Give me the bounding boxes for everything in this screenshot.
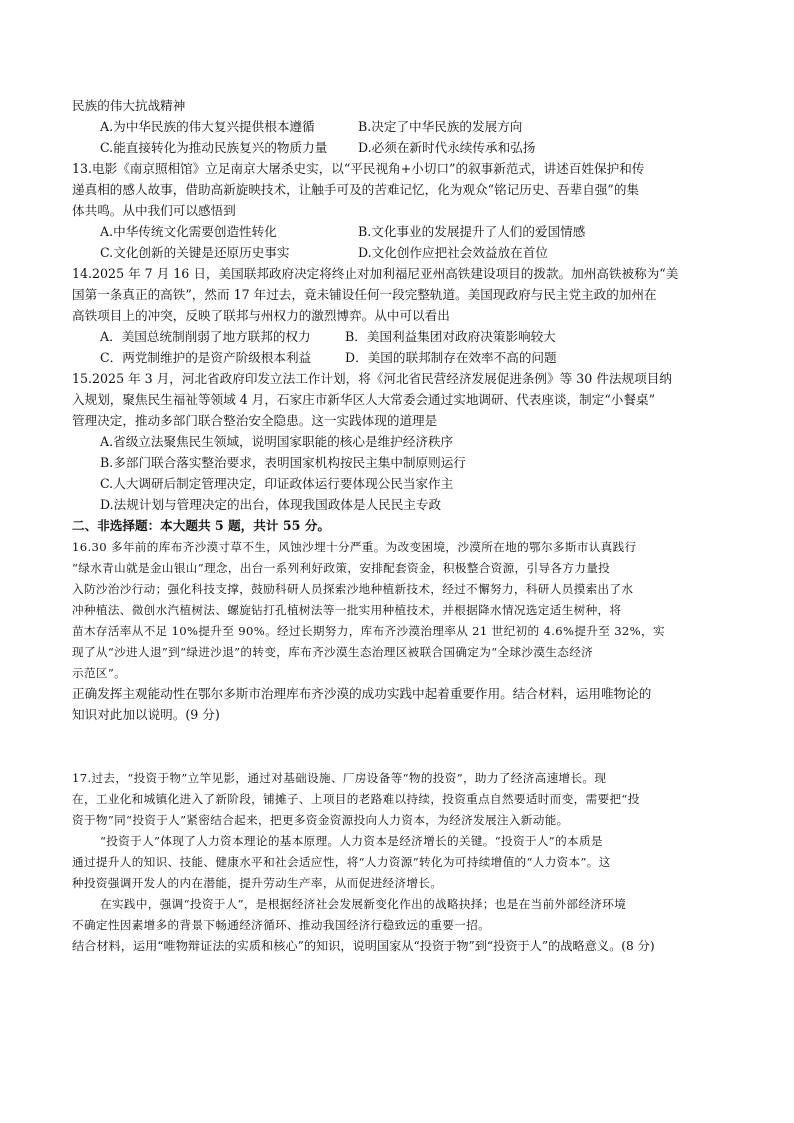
q17-material-line: 不确定性因素增多的背景下畅通经济循环、推动我国经济行稳致远的重要一招。: [72, 918, 491, 932]
q17-material-line: 种投资强调开发人的内在潜能，提升劳动生产率，从而促进经济增长。: [72, 876, 443, 890]
q13-option-b: B.文化事业的发展提升了人们的爱国情感: [358, 224, 586, 239]
q13-stem-line: 体共鸣。从中我们可以感悟到: [72, 203, 236, 218]
q16-material-line: 苗木存活率从不足 10%提升至 90%。经过长期努力，库布齐沙漠治理率从 21 世纪初的 4.6%提升至 32%，实: [72, 624, 665, 638]
q17-material-line: 在，工业化和城镇化进入了新阶段，铺摊子、上项目的老路难以持续，投资重点自然要适时而变，需要把“投: [72, 792, 640, 806]
q15-stem-line: 入规划，聚焦民生福祉等领域 4 月，石家庄市新华区人大常委会通过实地调研、代表座谈，制定“小餐桌”: [72, 392, 656, 407]
q16-material-line: 示范区”。: [72, 666, 127, 680]
q13-option-d: D.文化创作应把社会效益放在首位: [358, 245, 548, 260]
q14-option-b: B．美国利益集团对政府决策影响较大: [345, 329, 556, 344]
section-heading: 二、非选择题：本大题共 5 题，共计 55 分。: [72, 518, 330, 533]
q15-option-c: C.人大调研后制定管理决定，印证政体运行要体现公民当家作主: [100, 476, 454, 491]
q16-material-line: 16.30 多年前的库布齐沙漠寸草不生，风蚀沙埋十分严重。为改变困境，沙漠所在地的鄂尔多斯市认真践行: [72, 540, 637, 554]
q16-question-line: 正确发挥主观能动性在鄂尔多斯市治理库布齐沙漠的成功实践中起着重要作用。结合材料，运用唯物论的: [72, 686, 652, 701]
q14-option-d: D．美国的联邦制存在效率不高的问题: [345, 350, 557, 365]
q12-stem: 民族的伟大抗战精神: [72, 98, 186, 113]
q14-option-c: C．两党制维护的是资产阶级根本利益: [100, 350, 312, 365]
q15-stem-line: 15.2025 年 3 月，河北省政府印发立法工作计划，将《河北省民营经济发展促进条例》等 30 件法规项目纳: [72, 371, 672, 386]
q15-option-a: A.省级立法聚焦民生领域，说明国家职能的核心是维护经济秩序: [100, 434, 454, 449]
q16-question-line: 知识对此加以说明。(9 分): [72, 707, 220, 722]
q14-stem-line: 14.2025 年 7 月 16 日，美国联邦政府决定将终止对加利福尼亚州高铁建设项目的拨款。加州高铁被称为“美: [72, 266, 679, 281]
q15-option-b: B.多部门联合落实整治要求，表明国家机构按民主集中制原则运行: [100, 455, 466, 470]
q13-option-a: A.中华传统文化需要创造性转化: [100, 224, 277, 239]
q17-material-line: 通过提升人的知识、技能、健康水平和社会适应性，将“人力资源”转化为可持续增值的“人力资本”。这: [72, 855, 611, 869]
q17-material-line: 在实践中，强调“投资于人”，是根据经济社会发展新变化作出的战略抉择；也是在当前外部经济环境: [100, 897, 627, 911]
q16-material-line: 现了从“沙进人退”到“绿进沙退”的转变，库布齐沙漠生态治理区被联合国确定为“全球沙漠生态经济: [72, 645, 594, 659]
q14-option-a: A．美国总统制削弱了地方联邦的权力: [100, 329, 311, 344]
q13-stem-line: 递真相的感人故事，借助高新旋映技术，让触手可及的苦难记忆，化为观众“铭记历史、吾辈自强”的集: [72, 182, 640, 197]
q16-material-line: “绿水青山就是金山银山”理念，出台一系列利好政策，安排配套资金，积极整合资源，引导各方力量投: [72, 561, 611, 575]
q15-stem-line: 管理决定，推动多部门联合整治安全隐患。这一实践体现的道理是: [72, 413, 438, 428]
q13-option-c: C.文化创新的关键是还原历史事实: [100, 245, 290, 260]
q17-material-line: “投资于人”体现了人力资本理论的基本原理。人力资本是经济增长的关键。“投资于人”的本质是: [100, 834, 603, 848]
q15-option-d: D.法规计划与管理决定的出台，体现我国政体是人民民主专政: [100, 497, 442, 512]
q16-material-line: 冲种植法、微创水汽植树法、螺旋钻打孔植树法等一批实用种植技术，并根据降水情况选定适生树种，将: [72, 603, 622, 617]
q17-question: 结合材料，运用“唯物辩证法的实质和核心”的知识，说明国家从“投资于物”到“投资于人”的战略意义。(8 分): [72, 939, 655, 953]
q12-option-b: B.决定了中华民族的发展方向: [358, 119, 523, 134]
q13-stem-line: 13.电影《南京照相馆》立足南京大屠杀史实，以“平民视角+小切口”的叙事新范式，讲述百姓保护和传: [72, 161, 645, 176]
q14-stem-line: 高铁项目上的冲突，反映了联邦与州权力的激烈博弈。从中可以看出: [72, 308, 450, 323]
q12-option-a: A.为中华民族的伟大复兴提供根本遵循: [100, 119, 315, 134]
q12-option-d: D.必须在新时代永续传承和弘扬: [358, 140, 536, 155]
q17-material-line: 资于物”同“投资于人”紧密结合起来，把更多资金资源投向人力资本，为经济发展注入新动能。: [72, 813, 569, 827]
q17-material-line: 17.过去，“投资于物”立竿见影，通过对基础设施、厂房设备等“物的投资”，助力了经济高速增长。现: [72, 771, 607, 785]
q16-material-line: 入防沙治沙行动；强化科技支撑，鼓励科研人员探索沙地种植新技术，经过不懈努力，科研人员摸索出了水: [72, 582, 634, 596]
q14-stem-line: 国第一条真正的高铁”，然而 17 年过去，竟未铺设任何一段完整轨道。美国现政府与民主党主政的加州在: [72, 287, 657, 302]
q12-option-c: C.能直接转化为推动民族复兴的物质力量: [100, 140, 328, 155]
